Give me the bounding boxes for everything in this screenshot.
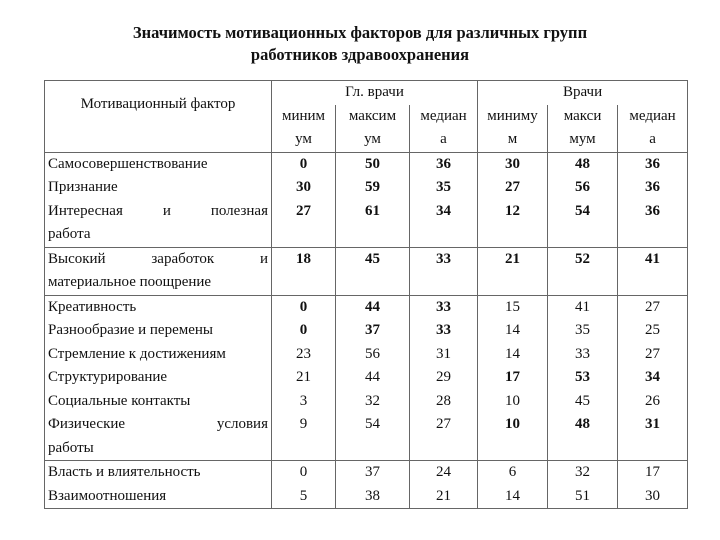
title-line-1: Значимость мотивационных факторов для различных групп bbox=[132, 23, 588, 42]
value-cell: 59 bbox=[336, 176, 410, 200]
factor-label bbox=[45, 152, 272, 176]
header-subcol-g2-0 bbox=[478, 105, 548, 153]
value-cell: 27 bbox=[272, 200, 336, 248]
value-cell: 27 bbox=[478, 176, 548, 200]
value-cell: 24 bbox=[410, 461, 478, 485]
table-row bbox=[45, 152, 688, 176]
value-cell: 31 bbox=[410, 343, 478, 367]
value-cell: 14 bbox=[478, 485, 548, 509]
value-cell: 56 bbox=[336, 343, 410, 367]
header-factor bbox=[45, 81, 272, 153]
value-cell: 21 bbox=[478, 247, 548, 295]
header-subcol-text: а bbox=[649, 131, 656, 147]
factor-label-line: Интересная и полезная bbox=[48, 202, 268, 219]
header-subcol-text: м bbox=[507, 131, 518, 147]
value-cell: 14 bbox=[478, 343, 548, 367]
header-subcol-text: а bbox=[440, 131, 447, 147]
table-row bbox=[45, 485, 688, 509]
value-cell: 41 bbox=[548, 295, 618, 319]
value-cell: 53 bbox=[548, 366, 618, 390]
value-cell: 36 bbox=[618, 200, 688, 248]
value-cell: 51 bbox=[548, 485, 618, 509]
table-row bbox=[45, 319, 688, 343]
table-row bbox=[45, 200, 688, 248]
header-subcol-text: ум bbox=[364, 131, 381, 147]
factor-label bbox=[45, 485, 272, 509]
value-cell: 36 bbox=[618, 176, 688, 200]
value-cell: 0 bbox=[272, 319, 336, 343]
factor-label-line: Социальные контакты bbox=[48, 392, 191, 409]
value-cell: 27 bbox=[410, 413, 478, 461]
value-cell: 0 bbox=[272, 152, 336, 176]
factor-label-line: Разнообразие и перемены bbox=[48, 322, 213, 338]
table-row bbox=[45, 461, 688, 485]
value-cell: 45 bbox=[336, 247, 410, 295]
value-cell: 3 bbox=[272, 390, 336, 414]
value-cell: 34 bbox=[410, 200, 478, 248]
factor-label-line: Физические условия bbox=[48, 416, 268, 432]
header-group-doctors: Врачи bbox=[478, 81, 688, 105]
value-cell: 25 bbox=[618, 319, 688, 343]
value-cell: 29 bbox=[410, 366, 478, 390]
value-cell: 45 bbox=[548, 390, 618, 414]
table-row bbox=[45, 247, 688, 295]
value-cell: 6 bbox=[478, 461, 548, 485]
value-cell: 36 bbox=[410, 152, 478, 176]
value-cell: 28 bbox=[410, 390, 478, 414]
header-subcol-text: максим bbox=[348, 107, 397, 124]
table-row bbox=[45, 295, 688, 319]
value-cell: 30 bbox=[478, 152, 548, 176]
table-row bbox=[45, 343, 688, 367]
value-cell: 33 bbox=[548, 343, 618, 367]
value-cell: 12 bbox=[478, 200, 548, 248]
factor-label-line: Стремление к достижениям bbox=[48, 345, 226, 362]
value-cell: 48 bbox=[548, 413, 618, 461]
value-cell: 14 bbox=[478, 319, 548, 343]
value-cell: 54 bbox=[548, 200, 618, 248]
table-row bbox=[45, 366, 688, 390]
value-cell: 9 bbox=[272, 413, 336, 461]
value-cell: 30 bbox=[618, 485, 688, 509]
table-row bbox=[45, 176, 688, 200]
value-cell: 18 bbox=[272, 247, 336, 295]
header-factor-label: Мотивационный фактор bbox=[80, 96, 236, 112]
document-title bbox=[0, 22, 720, 66]
value-cell: 35 bbox=[410, 176, 478, 200]
header-subcol-text: макси bbox=[563, 107, 602, 124]
value-cell: 33 bbox=[410, 319, 478, 343]
value-cell: 41 bbox=[618, 247, 688, 295]
title-line-2: работников здравоохранения bbox=[250, 45, 470, 64]
header-subcol-text: ум bbox=[295, 131, 312, 147]
header-subcol-text: миним bbox=[281, 107, 326, 124]
factor-label-line: Высокий заработок и bbox=[48, 250, 268, 267]
header-subcol-g2-1 bbox=[548, 105, 618, 153]
factor-label bbox=[45, 366, 272, 390]
value-cell: 26 bbox=[618, 390, 688, 414]
value-cell: 0 bbox=[272, 461, 336, 485]
value-cell: 17 bbox=[618, 461, 688, 485]
value-cell: 23 bbox=[272, 343, 336, 367]
header-row-groups bbox=[45, 81, 688, 105]
value-cell: 37 bbox=[336, 319, 410, 343]
value-cell: 10 bbox=[478, 413, 548, 461]
factor-label bbox=[45, 319, 272, 343]
factor-label-line: работа bbox=[48, 226, 91, 242]
value-cell: 32 bbox=[548, 461, 618, 485]
factor-label bbox=[45, 247, 272, 295]
value-cell: 54 bbox=[336, 413, 410, 461]
value-cell: 61 bbox=[336, 200, 410, 248]
value-cell: 21 bbox=[410, 485, 478, 509]
header-subcol-g2-2 bbox=[618, 105, 688, 153]
header-subcol-g1-1 bbox=[336, 105, 410, 153]
value-cell: 48 bbox=[548, 152, 618, 176]
factor-label-line: Структурирование bbox=[48, 369, 168, 385]
value-cell: 21 bbox=[272, 366, 336, 390]
factor-label-line: Самосовершенствование bbox=[48, 155, 208, 172]
header-group-chief-doctors: Гл. врачи bbox=[272, 81, 478, 105]
value-cell: 38 bbox=[336, 485, 410, 509]
value-cell: 32 bbox=[336, 390, 410, 414]
value-cell: 27 bbox=[618, 295, 688, 319]
factor-label bbox=[45, 343, 272, 367]
value-cell: 56 bbox=[548, 176, 618, 200]
value-cell: 37 bbox=[336, 461, 410, 485]
factor-label bbox=[45, 295, 272, 319]
header-subcol-text: медиан bbox=[420, 107, 467, 124]
factor-label bbox=[45, 461, 272, 485]
value-cell: 17 bbox=[478, 366, 548, 390]
value-cell: 31 bbox=[618, 413, 688, 461]
value-cell: 10 bbox=[478, 390, 548, 414]
header-subcol-g1-0 bbox=[272, 105, 336, 153]
value-cell: 52 bbox=[548, 247, 618, 295]
factor-label-line: Взаимоотношения bbox=[48, 487, 167, 504]
factor-label-line: Признание bbox=[48, 179, 118, 195]
value-cell: 33 bbox=[410, 247, 478, 295]
motivation-factors-table bbox=[44, 80, 688, 509]
value-cell: 44 bbox=[336, 366, 410, 390]
value-cell: 34 bbox=[618, 366, 688, 390]
header-subcol-text: медиан bbox=[629, 107, 676, 124]
value-cell: 27 bbox=[618, 343, 688, 367]
value-cell: 44 bbox=[336, 295, 410, 319]
factor-label bbox=[45, 413, 272, 461]
factor-label-line: материальное поощрение bbox=[48, 274, 212, 290]
factor-label-line: работы bbox=[48, 439, 94, 456]
factor-label bbox=[45, 390, 272, 414]
value-cell: 50 bbox=[336, 152, 410, 176]
value-cell: 33 bbox=[410, 295, 478, 319]
value-cell: 5 bbox=[272, 485, 336, 509]
value-cell: 35 bbox=[548, 319, 618, 343]
value-cell: 30 bbox=[272, 176, 336, 200]
factor-label-line: Власть и влиятельность bbox=[48, 464, 201, 480]
factor-label-line: Креативность bbox=[48, 298, 137, 315]
value-cell: 15 bbox=[478, 295, 548, 319]
factor-label bbox=[45, 176, 272, 200]
value-cell: 0 bbox=[272, 295, 336, 319]
value-cell: 36 bbox=[618, 152, 688, 176]
table-row bbox=[45, 390, 688, 414]
header-subcol-text: миниму bbox=[487, 107, 538, 124]
header-subcol-text: мум bbox=[569, 131, 596, 147]
table-row bbox=[45, 413, 688, 461]
header-subcol-g1-2 bbox=[410, 105, 478, 153]
factor-label bbox=[45, 200, 272, 248]
